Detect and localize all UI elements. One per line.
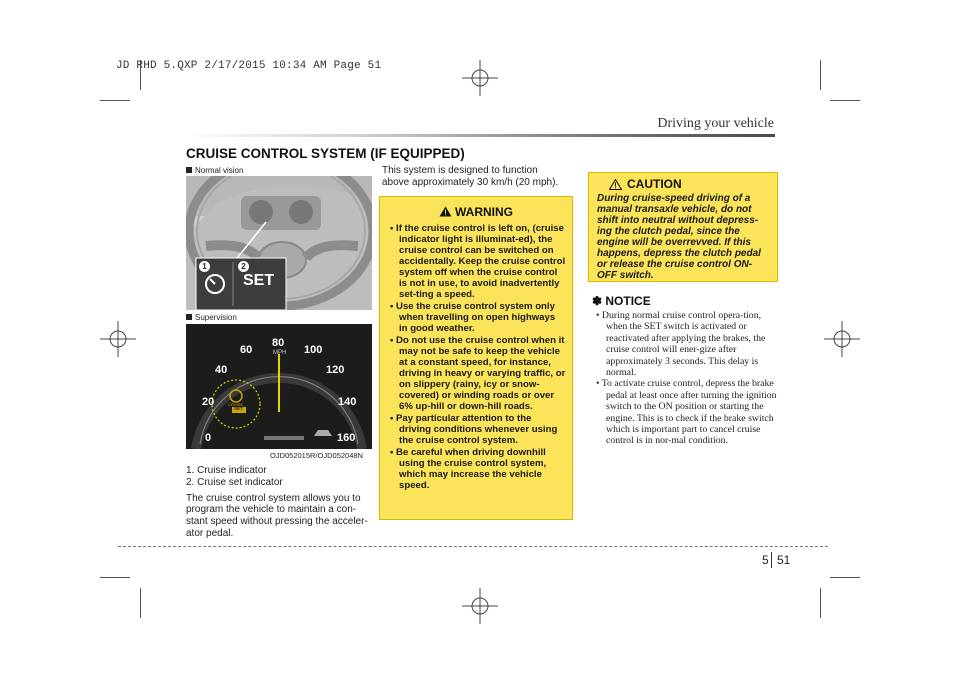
header-rule <box>185 134 775 137</box>
speedo-tick-160: 160 <box>337 432 356 444</box>
paragraph-line: The cruise control system allows you to <box>186 492 361 504</box>
registration-mark-icon <box>100 321 136 357</box>
caution-box <box>588 172 778 282</box>
warning-item: • Use the cruise control system only when travelling on open highways in good weather. <box>388 301 566 334</box>
page-number: 51 <box>777 553 791 567</box>
cruise-set-indicator-label: SET <box>234 406 243 411</box>
section-title: Driving your vehicle <box>657 116 774 131</box>
paragraph-line: program the vehicle to maintain a con- <box>186 504 357 516</box>
warning-box <box>379 196 573 520</box>
callout-2-badge: 2 <box>238 261 249 272</box>
speedo-tick-20: 20 <box>202 396 215 408</box>
intro-text <box>382 165 574 189</box>
warning-item: • Do not use the cruise control when it may not be safe to keep the vehicle at a constant speed, for instance, driving in heavy or varying traffic, or on slippery (rainy, icy or snow-covered) or winding roads or over 6% up-hill or down-hill roads. <box>388 335 566 412</box>
page-title: CRUISE CONTROL SYSTEM (IF EQUIPPED) <box>186 146 465 161</box>
speedo-tick-40: 40 <box>215 364 228 376</box>
speedo-tick-140: 140 <box>338 396 357 408</box>
registration-mark-icon <box>462 60 498 96</box>
speedo-tick-120: 120 <box>326 364 345 376</box>
set-switch-label: SET <box>243 272 275 289</box>
list-item: 2. Cruise set indicator <box>186 476 283 488</box>
normal-vision-caption: Normal vision <box>186 166 243 175</box>
paragraph-line: This system is designed to function <box>382 165 538 176</box>
steering-wheel-illustration <box>186 176 372 310</box>
warning-triangle-icon <box>439 206 452 217</box>
registration-mark-icon <box>462 588 498 624</box>
crop-mark <box>820 60 821 90</box>
crop-mark <box>140 588 141 618</box>
caution-triangle-icon <box>609 179 622 190</box>
supervision-caption: Supervision <box>186 313 237 322</box>
speedo-unit: MPH <box>273 350 287 356</box>
warning-item: • Pay particular attention to the driving conditions whenever using the cruise control system. <box>388 413 566 446</box>
left-text-block <box>186 465 376 540</box>
figure-code: OJD052015R/OJD052048N <box>270 451 363 460</box>
cruise-figure <box>186 164 372 464</box>
caution-header: CAUTION <box>627 177 682 191</box>
notice-block <box>592 310 777 447</box>
warning-item: • Be careful when driving downhill using the cruise control system, which may increase the vehicle speed. <box>388 447 566 491</box>
speedo-tick-0: 0 <box>205 432 212 444</box>
print-slug: JD RHD 5.QXP 2/17/2015 10:34 AM Page 51 <box>116 60 382 72</box>
crop-mark <box>830 577 860 578</box>
cruise-indicator-label: CRUISE <box>228 402 244 407</box>
registration-mark-icon <box>824 321 860 357</box>
caution-text: During cruise-speed driving of a manual transaxle vehicle, do not shift into neutral without depress-ing the clutch pedal, since the engine will be overrevved. If this happens, depress the clutch pedal or release the cruise control ON-OFF switch. <box>597 193 761 281</box>
footer-rule <box>118 546 828 547</box>
warning-header: WARNING <box>380 205 572 219</box>
crop-mark <box>100 100 130 101</box>
paragraph-line: above approximately 30 km/h (20 mph). <box>382 176 559 188</box>
chapter-number: 5 <box>762 553 769 567</box>
list-item: 1. Cruise indicator <box>186 465 267 476</box>
crop-mark <box>100 577 130 578</box>
notice-item: • To activate cruise control, depress the brake pedal at least once after turning the ignition switch to the ON position or starting the engine. This is to check if the brake switch which is important part to cancel cruise control is in nor-mal condition. <box>592 378 777 446</box>
paragraph-line: stant speed without pressing the acceler- <box>186 516 368 528</box>
notice-title: ✽ NOTICE <box>592 294 651 308</box>
callout-1-badge: 1 <box>199 261 210 272</box>
speedo-tick-100: 100 <box>304 344 323 356</box>
crop-mark <box>830 100 860 101</box>
paragraph-line: ator pedal. <box>186 527 234 539</box>
warning-item: • If the cruise control is left on, (cruise indicator light is illuminat-ed), the cruise control can be switched on accidentally. Keep the cruise control system off when the cruise control is not in use, to avoid inadvertently set-ting a speed. <box>388 223 566 300</box>
crop-mark <box>820 588 821 618</box>
notice-item: • During normal cruise control opera-tion, when the SET switch is activated or reactivated after applying the brakes, the cruise control will ener-gize after approximately 3 seconds. This delay is normal. <box>592 310 777 378</box>
speedo-tick-60: 60 <box>240 344 253 356</box>
speedo-tick-80: 80 <box>272 337 285 349</box>
page-number-separator <box>771 552 772 568</box>
